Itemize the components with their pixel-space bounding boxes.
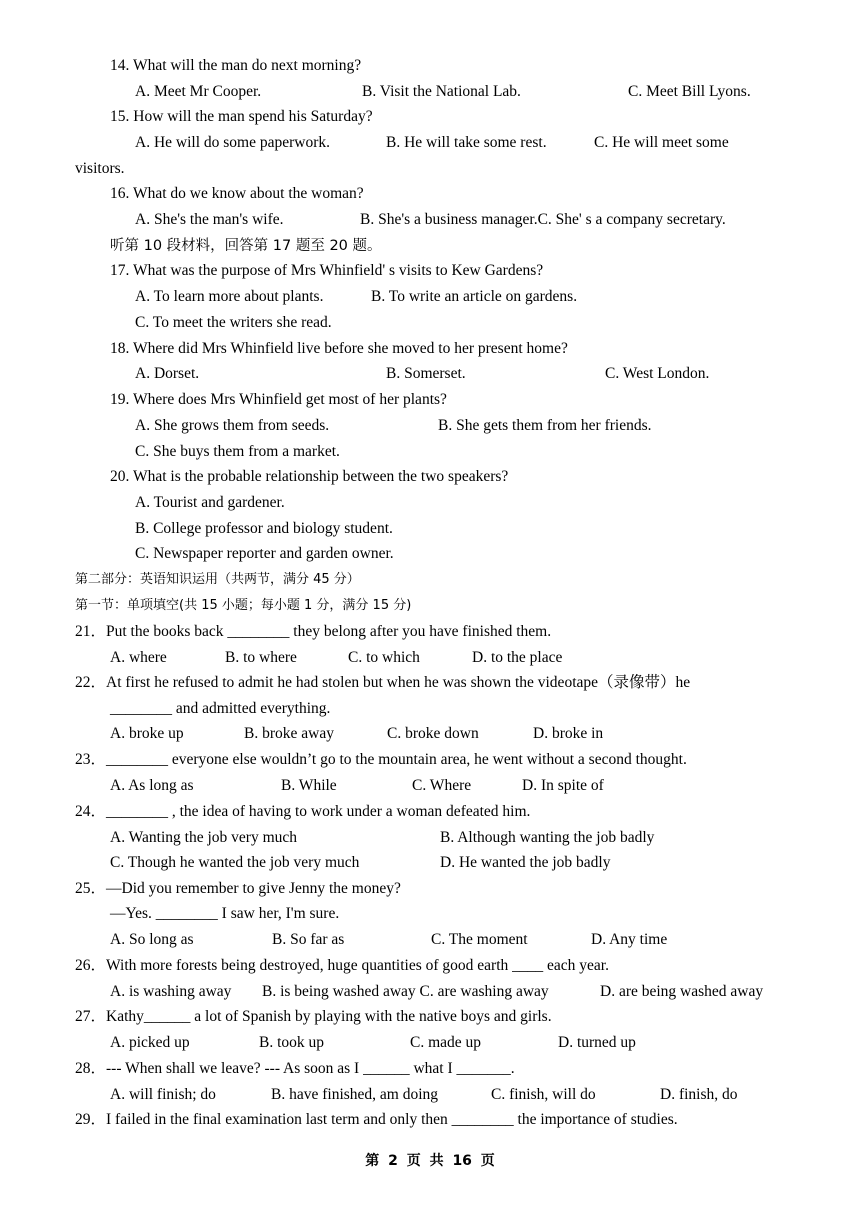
q28-option-b: B. have finished, am doing (271, 1086, 439, 1103)
q16-option-a: A. She's the man's wife. (135, 211, 284, 228)
question-25-reply: —Yes. ________ I saw her, I'm sure. (110, 905, 340, 922)
question-25: 25．—Did you remember to give Jenny the money? (75, 880, 401, 897)
question-27: 27．Kathy______ a lot of Spanish by playing with the native boys and girls. (75, 1008, 552, 1025)
q24-option-b: B. Although wanting the job badly (440, 829, 655, 846)
q24-option-a: A. Wanting the job very much (110, 829, 298, 846)
q28-option-a: A. will finish; do (110, 1086, 216, 1103)
q26-option-a: A. is washing away (110, 983, 232, 1000)
question-22: 22．At first he refused to admit he had stolen but when he was shown the videotape（录像带）he (75, 674, 691, 691)
q20-option-b: B. College professor and biology student. (135, 520, 393, 537)
question-28: 28．--- When shall we leave? --- As soon as I ______ what I _______. (75, 1060, 515, 1077)
q27-option-d: D. turned up (558, 1034, 636, 1051)
q21-option-a: A. where (110, 649, 167, 666)
q22-option-d: D. broke in (533, 725, 604, 742)
question-18: 18. Where did Mrs Whinfield live before she moved to her present home? (110, 340, 568, 357)
q27-option-b: B. took up (259, 1034, 325, 1051)
question-24: 24．________ , the idea of having to work under a woman defeated him. (75, 803, 531, 820)
q22-option-a: A. broke up (110, 725, 184, 742)
q23-option-a: A. As long as (110, 777, 194, 794)
q15-option-c: C. He will meet some (594, 134, 729, 151)
question-26: 26．With more forests being destroyed, huge quantities of good earth ____ each year. (75, 957, 609, 974)
section-one-heading: 第一节：单项填空(共 15 小题；每小题 1 分，满分 15 分) (75, 598, 412, 613)
q24-option-c: C. Though he wanted the job very much (110, 854, 360, 871)
q17-option-a: A. To learn more about plants. (135, 288, 324, 305)
q15-option-c-cont: visitors. (75, 160, 125, 177)
q14-option-b: B. Visit the National Lab. (362, 83, 521, 100)
q28-option-d: D. finish, do (660, 1086, 738, 1103)
q28-option-c: C. finish, will do (491, 1086, 596, 1103)
q15-option-b: B. He will take some rest. (386, 134, 547, 151)
question-17: 17. What was the purpose of Mrs Whinfield' s visits to Kew Gardens? (110, 262, 544, 279)
question-16: 16. What do we know about the woman? (110, 185, 364, 202)
q17-option-b: B. To write an article on gardens. (371, 288, 578, 305)
q19-option-b: B. She gets them from her friends. (438, 417, 652, 434)
part-two-heading: 第二部分：英语知识运用（共两节，满分 45 分） (75, 572, 360, 587)
q25-option-c: C. The moment (431, 931, 528, 948)
q19-option-a: A. She grows them from seeds. (135, 417, 330, 434)
question-23: 23．________ everyone else wouldn’t go to the mountain area, he went without a second thought. (75, 751, 687, 768)
question-21: 21．Put the books back ________ they belong after you have finished them. (75, 623, 552, 640)
question-19: 19. Where does Mrs Whinfield get most of her plants? (110, 391, 447, 408)
q21-option-c: C. to which (348, 649, 420, 666)
q24-option-d: D. He wanted the job badly (440, 854, 611, 871)
q14-option-c: C. Meet Bill Lyons. (628, 83, 751, 100)
page-footer: 第 2 页 共 16 页 (365, 1153, 495, 1169)
q22-option-c: C. broke down (387, 725, 479, 742)
question-14: 14. What will the man do next morning? (110, 57, 362, 74)
q18-option-b: B. Somerset. (386, 365, 466, 382)
question-15: 15. How will the man spend his Saturday? (110, 108, 373, 125)
question-22-cont: ________ and admitted everything. (110, 700, 331, 717)
q16-option-bc: B. She's a business manager.C. She' s a company secretary. (360, 211, 726, 228)
q25-option-d: D. Any time (591, 931, 668, 948)
instruction-material-10: 听第 10 段材料，回答第 17 题至 20 题。 (110, 238, 382, 254)
q25-option-b: B. So far as (272, 931, 345, 948)
q27-option-a: A. picked up (110, 1034, 190, 1051)
q21-option-b: B. to where (225, 649, 297, 666)
question-20: 20. What is the probable relationship between the two speakers? (110, 468, 509, 485)
q20-option-a: A. Tourist and gardener. (135, 494, 285, 511)
q27-option-c: C. made up (410, 1034, 482, 1051)
q25-option-a: A. So long as (110, 931, 194, 948)
q23-option-b: B. While (281, 777, 337, 794)
q20-option-c: C. Newspaper reporter and garden owner. (135, 545, 394, 562)
q15-option-a: A. He will do some paperwork. (135, 134, 330, 151)
q21-option-d: D. to the place (472, 649, 563, 666)
q23-option-c: C. Where (412, 777, 472, 794)
q18-option-a: A. Dorset. (135, 365, 200, 382)
q17-option-c: C. To meet the writers she read. (135, 314, 332, 331)
q26-option-d: D. are being washed away (600, 983, 764, 1000)
q14-option-a: A. Meet Mr Cooper. (135, 83, 262, 100)
question-29: 29．I failed in the final examination last term and only then ________ the importance of studies. (75, 1111, 678, 1128)
q18-option-c: C. West London. (605, 365, 710, 382)
q19-option-c: C. She buys them from a market. (135, 443, 340, 460)
q26-option-bc: B. is being washed away C. are washing away (262, 983, 549, 1000)
q23-option-d: D. In spite of (522, 777, 604, 794)
q22-option-b: B. broke away (244, 725, 334, 742)
